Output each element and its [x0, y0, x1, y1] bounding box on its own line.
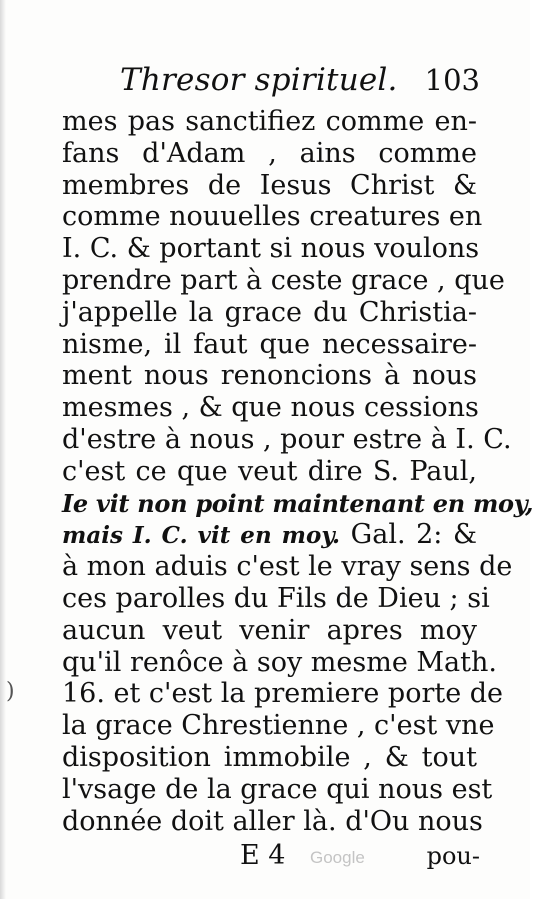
google-watermark: Google: [310, 848, 365, 867]
text-line: 16. et c'est la premiere porte de: [62, 678, 504, 710]
text-line: ces parolles du Fils de Dieu ; si: [62, 582, 490, 614]
mixed-quote-line: [62, 519, 477, 551]
text-line: I. C. & portant si nous voulons: [62, 233, 480, 265]
text-line: à mon aduis c'est le vray sens de: [62, 551, 513, 583]
page-footer: [240, 838, 480, 874]
text-line: membres de Iesus Christ &: [62, 169, 477, 201]
text-line: mesmes , & que nous cessions: [62, 392, 479, 424]
text-line: fans d'Adam , ains comme: [62, 137, 477, 169]
text-line: nisme, il faut que necessaire-: [62, 328, 477, 360]
text-line: ment nous renoncions à nous: [62, 360, 477, 392]
page-number: 103: [424, 63, 480, 97]
body-text: [62, 106, 533, 837]
catchword: pou-: [426, 842, 480, 870]
text-line: mes pas sanctifiez comme en-: [62, 106, 477, 137]
running-title: Thresor spirituel.: [120, 62, 398, 98]
text-line: disposition immobile , & tout: [62, 741, 477, 773]
margin-mark: ): [6, 679, 15, 704]
text-line: donnée doit aller là. d'Ou nous: [62, 805, 483, 837]
text-line: qu'il renôce à soy mesme Math.: [62, 646, 497, 678]
citation-fragment: Gal. 2: &: [340, 519, 477, 551]
italic-quote-line: Ie vit non point maintenant en moy,: [62, 488, 533, 518]
page-header: [120, 58, 480, 102]
signature-mark: E 4: [240, 840, 286, 871]
text-line: comme nouuelles creatures en: [62, 201, 483, 233]
text-line: aucun veut venir apres moy: [62, 614, 477, 646]
italic-quote-fragment: mais I. C. vit en moy.: [62, 522, 341, 550]
text-line: j'appelle la grace du Christia-: [62, 296, 477, 328]
text-line: prendre part à ceste grace , que: [62, 264, 505, 296]
text-line: c'est ce que veut dire S. Paul,: [62, 455, 477, 487]
text-line: la grace Chrestienne , c'est vne: [62, 710, 495, 742]
binding-edge: [0, 0, 6, 899]
text-line: l'vsage de la grace qui nous est: [62, 773, 493, 805]
text-line: d'estre à nous , pour estre à I. C.: [62, 423, 512, 455]
